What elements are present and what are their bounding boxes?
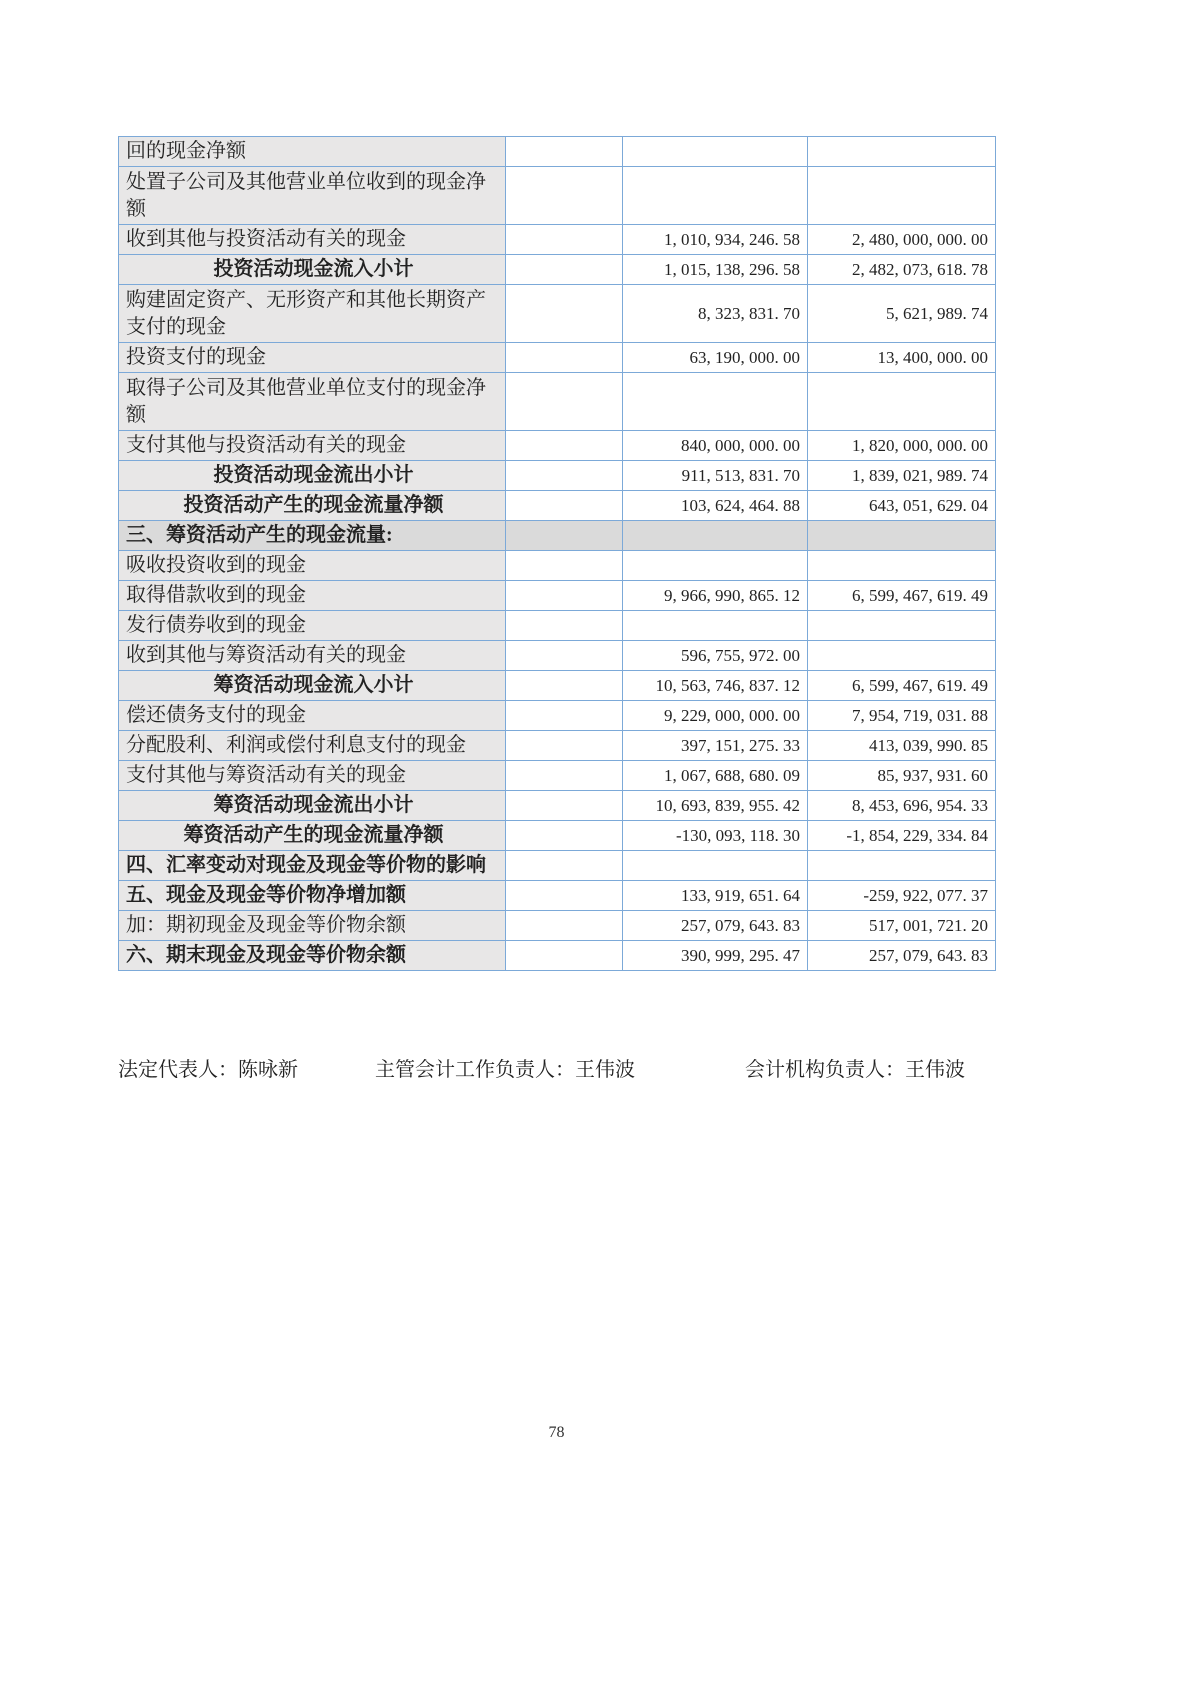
- current-period-value-cell: 390, 999, 295. 47: [623, 941, 808, 971]
- table-row: [119, 641, 996, 671]
- prior-period-value-cell: 5, 621, 989. 74: [808, 285, 996, 343]
- item-label-cell: 加：期初现金及现金等价物余额: [119, 911, 506, 941]
- chief-accounting-officer-label: 主管会计工作负责人：王伟波: [375, 1059, 635, 1081]
- prior-period-value-cell: 643, 051, 629. 04: [808, 491, 996, 521]
- current-period-value-cell: [623, 167, 808, 225]
- current-period-value-cell: 1, 010, 934, 246. 58: [623, 225, 808, 255]
- prior-period-value-cell: [808, 137, 996, 167]
- table-row: [119, 255, 996, 285]
- prior-period-value-cell: 1, 820, 000, 000. 00: [808, 431, 996, 461]
- current-period-value-cell: [623, 611, 808, 641]
- table-row: [119, 791, 996, 821]
- table-row: [119, 611, 996, 641]
- note-cell: [506, 641, 623, 671]
- item-label-cell: 购建固定资产、无形资产和其他长期资产支付的现金: [119, 285, 506, 343]
- note-cell: [506, 225, 623, 255]
- table-row: [119, 343, 996, 373]
- current-period-value-cell: 10, 693, 839, 955. 42: [623, 791, 808, 821]
- prior-period-value-cell: -259, 922, 077. 37: [808, 881, 996, 911]
- current-period-value-cell: 63, 190, 000. 00: [623, 343, 808, 373]
- note-cell: [506, 137, 623, 167]
- note-cell: [506, 941, 623, 971]
- current-period-value-cell: 397, 151, 275. 33: [623, 731, 808, 761]
- table-row: [119, 285, 996, 343]
- item-label-cell: 筹资活动现金流出小计: [119, 791, 506, 821]
- current-period-value-cell: 840, 000, 000. 00: [623, 431, 808, 461]
- table-row: [119, 911, 996, 941]
- prior-period-value-cell: 6, 599, 467, 619. 49: [808, 671, 996, 701]
- item-label-cell: 投资支付的现金: [119, 343, 506, 373]
- item-label-cell: 取得子公司及其他营业单位支付的现金净额: [119, 373, 506, 431]
- note-cell: [506, 255, 623, 285]
- table-row: [119, 761, 996, 791]
- current-period-value-cell: [623, 521, 808, 551]
- cash-flow-statement-table: [118, 136, 996, 971]
- item-label-cell: 四、汇率变动对现金及现金等价物的影响: [119, 851, 506, 881]
- note-cell: [506, 761, 623, 791]
- table-row: [119, 491, 996, 521]
- prior-period-value-cell: [808, 611, 996, 641]
- table-row: [119, 137, 996, 167]
- prior-period-value-cell: 7, 954, 719, 031. 88: [808, 701, 996, 731]
- prior-period-value-cell: [808, 851, 996, 881]
- current-period-value-cell: [623, 137, 808, 167]
- note-cell: [506, 521, 623, 551]
- prior-period-value-cell: 2, 482, 073, 618. 78: [808, 255, 996, 285]
- current-period-value-cell: 133, 919, 651. 64: [623, 881, 808, 911]
- table-row: [119, 671, 996, 701]
- item-label-cell: 筹资活动产生的现金流量净额: [119, 821, 506, 851]
- prior-period-value-cell: -1, 854, 229, 334. 84: [808, 821, 996, 851]
- item-label-cell: 支付其他与投资活动有关的现金: [119, 431, 506, 461]
- prior-period-value-cell: 257, 079, 643. 83: [808, 941, 996, 971]
- table-row: [119, 461, 996, 491]
- prior-period-value-cell: [808, 167, 996, 225]
- item-label-cell: 处置子公司及其他营业单位收到的现金净额: [119, 167, 506, 225]
- prior-period-value-cell: [808, 641, 996, 671]
- note-cell: [506, 671, 623, 701]
- item-label-cell: 收到其他与筹资活动有关的现金: [119, 641, 506, 671]
- table-row: [119, 731, 996, 761]
- page-number: 78: [548, 1424, 565, 1441]
- table-row: [119, 373, 996, 431]
- current-period-value-cell: 257, 079, 643. 83: [623, 911, 808, 941]
- prior-period-value-cell: 13, 400, 000. 00: [808, 343, 996, 373]
- item-label-cell: 回的现金净额: [119, 137, 506, 167]
- current-period-value-cell: 911, 513, 831. 70: [623, 461, 808, 491]
- current-period-value-cell: 1, 015, 138, 296. 58: [623, 255, 808, 285]
- current-period-value-cell: [623, 373, 808, 431]
- note-cell: [506, 431, 623, 461]
- prior-period-value-cell: 1, 839, 021, 989. 74: [808, 461, 996, 491]
- signature-line: [118, 1053, 995, 1083]
- note-cell: [506, 731, 623, 761]
- item-label-cell: 三、筹资活动产生的现金流量:: [119, 521, 506, 551]
- item-label-cell: 筹资活动现金流入小计: [119, 671, 506, 701]
- table-row: [119, 821, 996, 851]
- current-period-value-cell: 8, 323, 831. 70: [623, 285, 808, 343]
- table-row: [119, 881, 996, 911]
- note-cell: [506, 611, 623, 641]
- item-label-cell: 偿还债务支付的现金: [119, 701, 506, 731]
- table-row: [119, 941, 996, 971]
- prior-period-value-cell: 8, 453, 696, 954. 33: [808, 791, 996, 821]
- table-row: [119, 851, 996, 881]
- table-row: [119, 701, 996, 731]
- prior-period-value-cell: 517, 001, 721. 20: [808, 911, 996, 941]
- prior-period-value-cell: 413, 039, 990. 85: [808, 731, 996, 761]
- table-row: [119, 521, 996, 551]
- current-period-value-cell: 596, 755, 972. 00: [623, 641, 808, 671]
- item-label-cell: 发行债券收到的现金: [119, 611, 506, 641]
- table-row: [119, 225, 996, 255]
- item-label-cell: 投资活动现金流入小计: [119, 255, 506, 285]
- note-cell: [506, 881, 623, 911]
- note-cell: [506, 373, 623, 431]
- current-period-value-cell: 9, 229, 000, 000. 00: [623, 701, 808, 731]
- prior-period-value-cell: [808, 521, 996, 551]
- prior-period-value-cell: [808, 551, 996, 581]
- current-period-value-cell: -130, 093, 118. 30: [623, 821, 808, 851]
- table-row: [119, 167, 996, 225]
- prior-period-value-cell: 6, 599, 467, 619. 49: [808, 581, 996, 611]
- item-label-cell: 投资活动产生的现金流量净额: [119, 491, 506, 521]
- current-period-value-cell: 103, 624, 464. 88: [623, 491, 808, 521]
- table-body: [119, 137, 996, 971]
- current-period-value-cell: [623, 551, 808, 581]
- current-period-value-cell: 10, 563, 746, 837. 12: [623, 671, 808, 701]
- item-label-cell: 五、现金及现金等价物净增加额: [119, 881, 506, 911]
- note-cell: [506, 461, 623, 491]
- table-row: [119, 581, 996, 611]
- note-cell: [506, 791, 623, 821]
- table-row: [119, 431, 996, 461]
- note-cell: [506, 343, 623, 373]
- current-period-value-cell: 9, 966, 990, 865. 12: [623, 581, 808, 611]
- note-cell: [506, 911, 623, 941]
- note-cell: [506, 491, 623, 521]
- current-period-value-cell: [623, 851, 808, 881]
- item-label-cell: 六、期末现金及现金等价物余额: [119, 941, 506, 971]
- legal-representative-label: 法定代表人：陈咏新: [118, 1059, 298, 1081]
- item-label-cell: 支付其他与筹资活动有关的现金: [119, 761, 506, 791]
- note-cell: [506, 167, 623, 225]
- note-cell: [506, 581, 623, 611]
- prior-period-value-cell: 85, 937, 931. 60: [808, 761, 996, 791]
- item-label-cell: 取得借款收到的现金: [119, 581, 506, 611]
- note-cell: [506, 821, 623, 851]
- item-label-cell: 分配股利、利润或偿付利息支付的现金: [119, 731, 506, 761]
- note-cell: [506, 851, 623, 881]
- note-cell: [506, 551, 623, 581]
- item-label-cell: 吸收投资收到的现金: [119, 551, 506, 581]
- item-label-cell: 收到其他与投资活动有关的现金: [119, 225, 506, 255]
- prior-period-value-cell: 2, 480, 000, 000. 00: [808, 225, 996, 255]
- table-row: [119, 551, 996, 581]
- accounting-department-head-label: 会计机构负责人：王伟波: [745, 1059, 965, 1081]
- note-cell: [506, 701, 623, 731]
- prior-period-value-cell: [808, 373, 996, 431]
- current-period-value-cell: 1, 067, 688, 680. 09: [623, 761, 808, 791]
- item-label-cell: 投资活动现金流出小计: [119, 461, 506, 491]
- note-cell: [506, 285, 623, 343]
